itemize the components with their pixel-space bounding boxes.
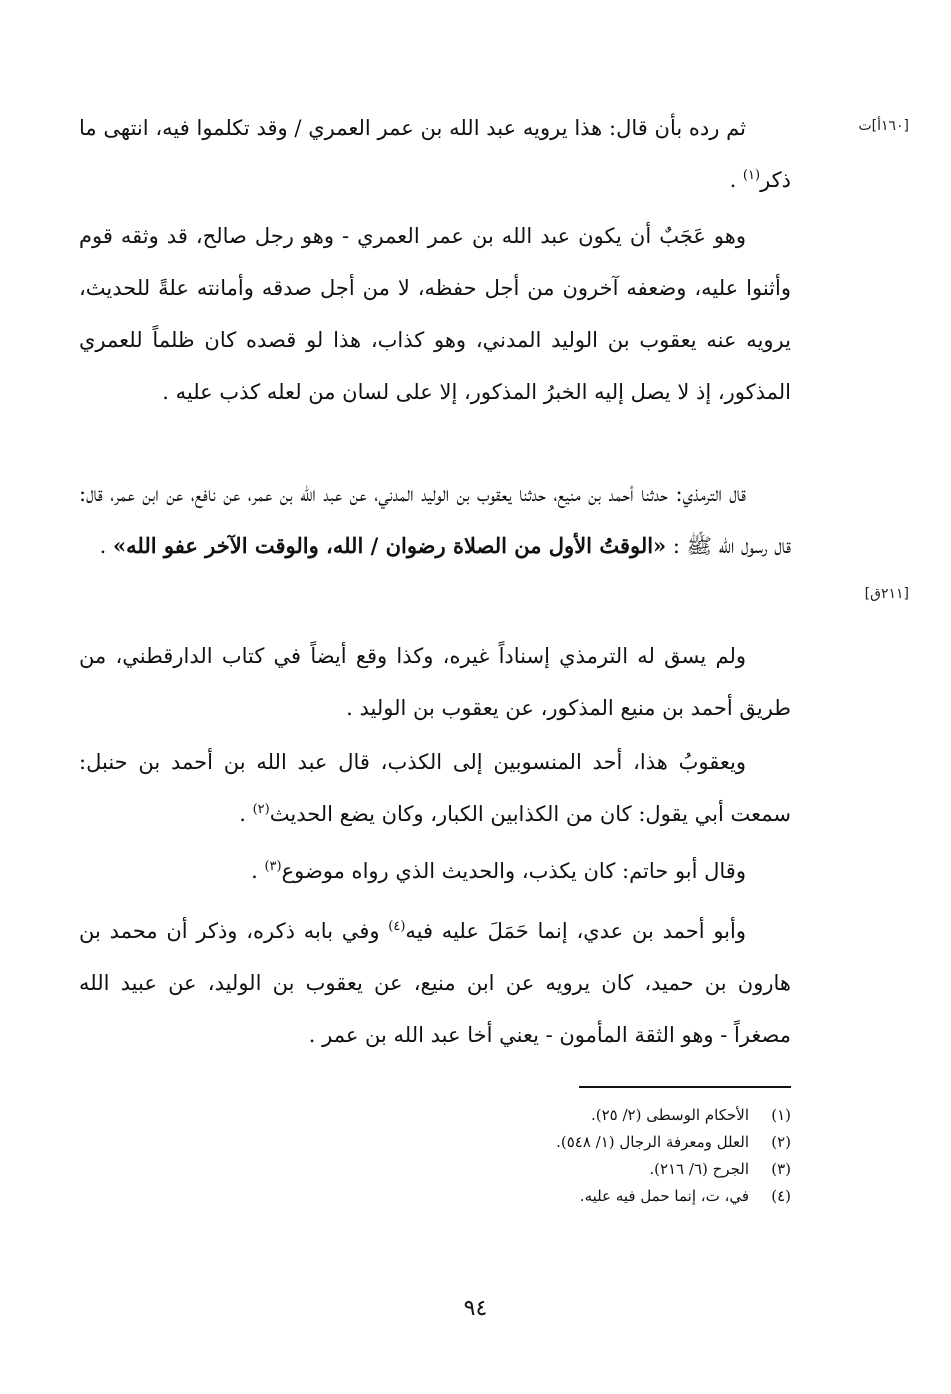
paragraph-6	[79, 845, 791, 897]
paragraph-3-text: قال الترمذي: حدثنا أحمد بن منيع، حدثنا يعقوب بن الوليد المدني، عن عبد الله بن عمر، عن نافع، عن ابن عمر، قال: قال رسول الله ﷺ :	[79, 482, 791, 558]
paragraph-7-text-a: وأبو أحمد بن عدي، إنما حَمَلَ عليه فيه	[405, 919, 746, 943]
footnote-2	[79, 1129, 791, 1156]
paragraph-5-text: ويعقوبُ هذا، أحد المنسوبين إلى الكذب، قال عبد الله بن أحمد بن حنبل: سمعت أبي يقول: كان من الكذابين الكبار، وكان يضع الحديث	[79, 750, 791, 826]
hadith-quote: «الوقتُ الأول من الصلاة رضوان / الله، والوقت الآخر عفو الله»	[112, 533, 667, 558]
footnote-2-text: العلل ومعرفة الرجال (١/ ٥٤٨).	[556, 1133, 749, 1151]
footnote-4-number: (٤)	[771, 1187, 791, 1205]
paragraph-4-text: ولم يسق له الترمذي إسناداً غيره، وكذا وقع أيضاً في كتاب الدارقطني، من طريق أحمد بن منيع المذكور، عن يعقوب بن الوليد .	[79, 644, 791, 720]
footnote-ref-3[interactable]: (٣)	[264, 859, 282, 874]
footnote-1	[79, 1102, 791, 1129]
margin-note-folio-160: [١٦٠أ]ت	[858, 118, 909, 134]
page-number: ٩٤	[463, 1296, 488, 1321]
paragraph-4	[79, 630, 791, 734]
footnote-2-number: (٢)	[771, 1133, 791, 1151]
paragraph-5-end: .	[239, 802, 253, 826]
footnote-1-text: الأحكام الوسطى (٢/ ٢٥).	[590, 1106, 749, 1124]
margin-note-folio-211: [٢١١ق]	[864, 586, 909, 602]
paragraph-7-text-b: وفي بابه ذكره، وذكر أن محمد بن هارون بن حميد، كان يرويه عن ابن منيع، عن يعقوب بن الوليد، عن عبيد الله مصغراً - وهو الثقة المأمون - يعني أخا عبد الله بن عمر .	[79, 919, 791, 1047]
footnote-ref-4[interactable]: (٤)	[388, 919, 406, 934]
paragraph-3-end: .	[99, 534, 113, 558]
footnote-3	[79, 1156, 791, 1183]
paragraph-2	[79, 210, 791, 418]
paragraph-1	[79, 102, 791, 206]
paragraph-7	[79, 905, 791, 1061]
footnote-3-text: الجرح (٦/ ٢١٦).	[649, 1160, 749, 1178]
footnote-divider	[579, 1086, 791, 1088]
paragraph-2-text: وهو عَجَبٌ أن يكون عبد الله بن عمر العمري - وهو رجل صالح، قد وثقه قوم وأثنوا عليه، وضعفه آخرون من أجل حفظه، لا من أجل صدقه وأمانته علةً للحديث، يرويه عنه يعقوب بن الوليد المدني، وهو كذاب، هذا لو قصده كان ظلماً للعمري المذكور، إذ لا يصل إليه الخبرُ المذكور، إلا على لسان من لعله كذب عليه .	[79, 224, 791, 404]
paragraph-6-text: وقال أبو حاتم: كان يكذب، والحديث الذي رواه موضوع	[281, 859, 746, 883]
footnote-3-number: (٣)	[771, 1160, 791, 1178]
paragraph-1-text: ثم رده بأن قال: هذا يرويه عبد الله بن عمر العمري / وقد تكلموا فيه، انتهى ما ذكر	[79, 116, 791, 192]
paragraph-1-end: .	[729, 168, 743, 192]
footnote-4	[79, 1183, 791, 1210]
paragraph-5	[79, 736, 791, 840]
footnote-ref-2[interactable]: (٢)	[252, 802, 270, 817]
paragraph-3	[79, 468, 791, 572]
paragraph-6-end: .	[251, 859, 265, 883]
footnote-ref-1[interactable]: (١)	[742, 168, 761, 183]
footnotes-list	[79, 1102, 791, 1210]
footnote-4-text: في، ت، إنما حمل فيه عليه.	[579, 1187, 749, 1205]
footnote-1-number: (١)	[771, 1106, 791, 1124]
